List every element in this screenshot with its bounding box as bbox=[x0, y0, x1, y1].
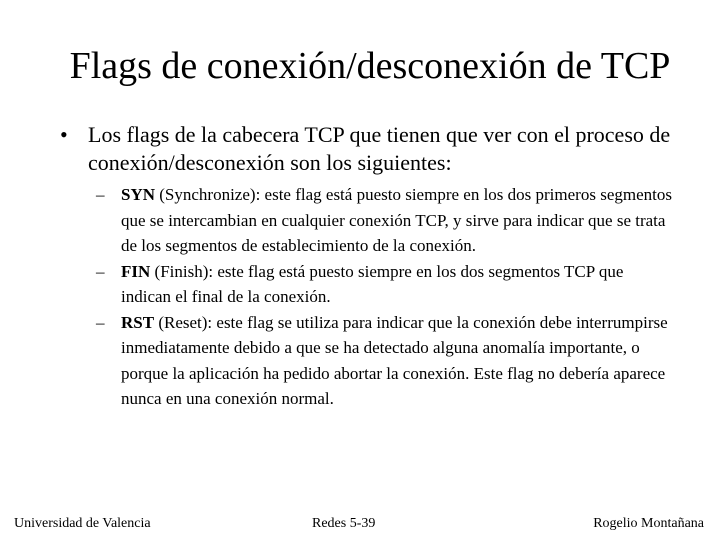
main-bullet bbox=[60, 121, 680, 177]
flag-term-rst: RST bbox=[121, 312, 155, 332]
flag-desc-fin: (Finish): este flag está puesto siempre en los dos segmentos TCP que indican el final de la conexión. bbox=[121, 261, 624, 306]
flag-desc-syn: (Synchronize): este flag está puesto siempre en los dos primeros segmentos que se intercambian en cualquier conexión TCP, y sirve para indicar que se trata de los segmentos de establecimiento de la conexión. bbox=[121, 185, 672, 255]
flag-item-fin bbox=[96, 259, 676, 310]
footer-slide-number: Redes 5-39 bbox=[312, 516, 376, 531]
footer-author: Rogelio Montañana bbox=[593, 516, 704, 531]
slide-title: Flags de conexión/desconexión de TCP bbox=[69, 45, 671, 87]
flag-item-rst bbox=[96, 310, 676, 412]
flag-term-fin: FIN bbox=[121, 261, 151, 281]
flag-term-syn: SYN bbox=[121, 185, 156, 204]
dash-mark: – bbox=[96, 185, 105, 204]
bullet-mark: • bbox=[60, 122, 68, 147]
main-bullet-text: Los flags de la cabecera TCP que tienen que ver con el proceso de conexión/desconexión son los siguientes: bbox=[88, 122, 671, 175]
dash-mark: – bbox=[96, 312, 105, 332]
flag-desc-rst: (Reset): este flag se utiliza para indicar que la conexión debe interrumpirse inmediatamente debido a que se ha detectado alguna anomalía importante, o porque la aplicación ha pedido abortar la conexión. Este flag no debería aparece nunca en una conexión normal. bbox=[121, 312, 668, 408]
dash-mark: – bbox=[96, 261, 105, 281]
footer-institution: Universidad de Valencia bbox=[14, 516, 151, 531]
flag-list bbox=[96, 182, 676, 412]
flag-item-syn bbox=[96, 182, 676, 259]
